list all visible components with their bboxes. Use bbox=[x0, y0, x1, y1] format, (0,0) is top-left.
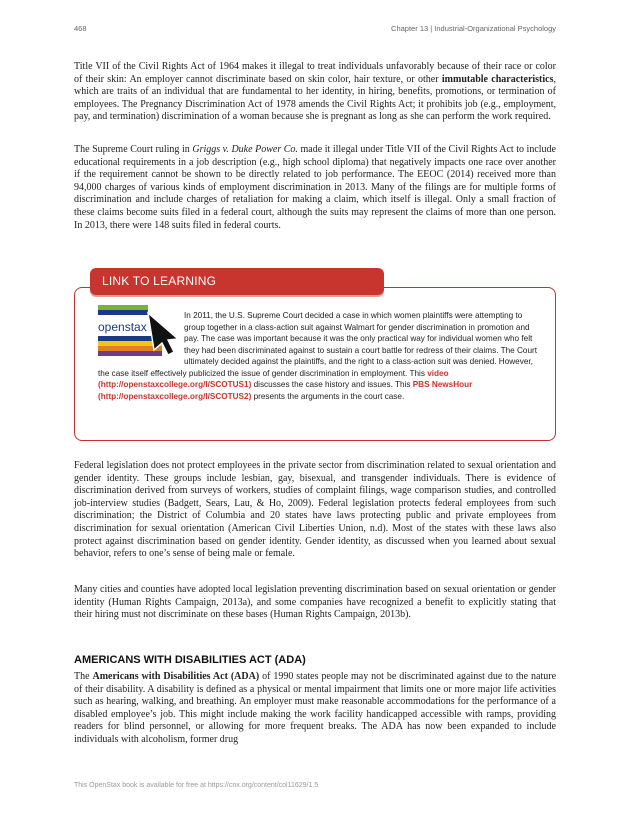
text-run: discusses the case history and issues. This bbox=[251, 380, 413, 389]
text-run: The Supreme Court ruling in bbox=[74, 144, 193, 155]
section-heading: AMERICANS WITH DISABILITIES ACT (ADA) bbox=[74, 654, 306, 666]
case-name: Griggs v. Duke Power Co. bbox=[192, 144, 298, 155]
page-footer: This OpenStax book is available for free at https://cnx.org/content/col11629/1.5 bbox=[74, 782, 319, 789]
paragraph-federal-legislation: Federal legislation does not protect employees in the private sector from discrimination related to sexual orientation and gender identity. These groups include lesbian, gay, bisexual, and transgender individuals. There is evidence of discrimination derived from surveys of workers, studies of complaint filings, wage comparison studies, and controlled job-interview studies (Badgett, Sears, Lau, & Ho, 2009). Federal legislation protects federal employees from such discrimination; the District of Columbia and 20 states have laws protecting public and private employees from discrimination for sexual orientation (American Civil Liberties Union, n.d). Most of the states with these laws also protect against discrimination based on gender identity. Gender identity, as discussed when you learned about sexual behavior, refers to one’s sense of being male or female. bbox=[74, 460, 556, 560]
link-to-learning-heading: LINK TO LEARNING bbox=[102, 274, 217, 288]
text-run: made it illegal under Title VII of the Civil Rights Act to include educational requirements in a job description (e.g., high school diploma) that negatively impacts one race over another if the requirement cannot be shown to be directly related to job performance. The EEOC (2014) received more than 94,000 charges of various kinds of employment discrimination in 2013. Many of the filings are for multiple forms of discrimination and include charges of retaliation for making a claim, which itself is illegal. Only a small fraction of these claims become suits filed in a federal court, although the suits may represent the claims of more than one person. In 2013, there were 148 suits filed in federal courts. bbox=[74, 144, 556, 231]
logo-spacer bbox=[98, 310, 184, 362]
text-run: The bbox=[74, 671, 93, 682]
link-to-learning-text bbox=[98, 310, 538, 402]
text-run: Title VII of the Civil Rights Act of 1964 makes it illegal to treat individuals unfavorably because of their race or color of their skin: An employer cannot discriminate based on skin color, hair texture, or other bbox=[74, 61, 556, 85]
text-run: In 2011, the U.S. Supreme Court decided a case in which women plaintiffs were attempting to group together in a class-action suit against Walmart for gender discrimination in promotion and pay. The case was important because it was the only practical way for individual women who felt they had been discriminated against to sustain a court battle for redress of their claims. The Court ultimately decided against the plaintiffs, and the right to a class-action suit was denied. However, the case itself effectively publicized the issue of gender discrimination in employment. This bbox=[98, 311, 538, 378]
page-header bbox=[74, 24, 556, 38]
key-term: Americans with Disabilities Act (ADA) bbox=[92, 671, 260, 682]
text-run: , which are traits of an individual that are fundamental to her identity, in hiring, benefits, promotions, or termination of employees. The Pregnancy Discrimination Act of 1978 amends the Civil Rights Act; it prohibits job (e.g., employment, pay, and termination) discrimination of a woman because she is pregnant as long as she can perform the work required. bbox=[74, 73, 556, 123]
video-link[interactable]: video (http://openstaxcollege.org/l/SCOTUS1) bbox=[98, 368, 449, 389]
paragraph-title-vii bbox=[74, 61, 556, 124]
key-term: immutable characteristics bbox=[441, 73, 554, 85]
text-run: of 1990 states people may not be discriminated against due to the nature of their disability. A disability is defined as a physical or mental impairment that limits one or more major life activities such as hearing, walking, and breathing. An employer must make reasonable accommodations for the performance of a disabled employee’s job. This might include making the work facility handicapped accessible with ramps, providing readers for blind personnel, or allowing for more frequent breaks. The ADA has now been expanded to include individuals with alcoholism, former drug bbox=[74, 671, 557, 745]
page-number: 468 bbox=[74, 24, 87, 33]
chapter-title: Chapter 13 | Industrial-Organizational Psychology bbox=[391, 24, 556, 33]
paragraph-griggs bbox=[74, 144, 556, 232]
paragraph-local-legislation: Many cities and counties have adopted local legislation preventing discrimination based on sexual orientation or gender identity (Human Rights Campaign, 2013a), and some companies have recognized a benefit to explicitly stating that their hiring must not discriminate on these bases (Human Rights Campaign, 2013b). bbox=[74, 584, 556, 621]
text-run: presents the arguments in the court case. bbox=[251, 391, 405, 401]
logo-text: openstax bbox=[98, 320, 147, 334]
pbs-newshour-link[interactable]: PBS NewsHour (http://openstaxcollege.org/l/SCOTUS2) bbox=[98, 380, 473, 401]
paragraph-ada bbox=[74, 671, 556, 747]
link-to-learning-tab bbox=[90, 268, 384, 295]
